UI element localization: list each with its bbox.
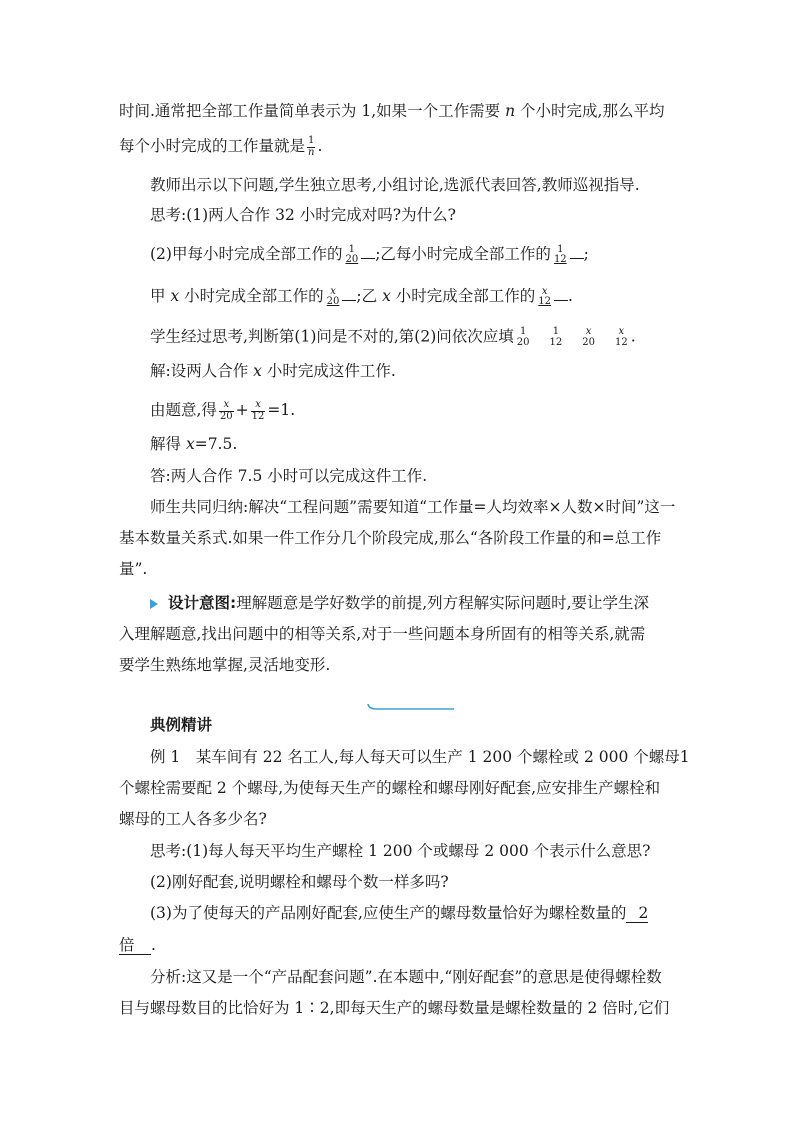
paragraph-line: 学生经过思考,判断第(1)问是不对的,第(2)问依次应填 1 20 1 12 x 20 x 12 . — [150, 326, 636, 348]
fraction: $\frac{x}{20}$ — [219, 399, 233, 422]
text: 每个小时完成的工作量就是 — [119, 137, 306, 155]
paragraph-line — [150, 208, 456, 224]
paragraph-line: 解:设两人合作 x 小时完成这件工作. — [150, 362, 396, 380]
fraction: x 12 — [614, 326, 628, 348]
paragraph-line: 师生共同归纳:解决“工程问题”需要知道“工作量=人均效率×人数×时间”这一 — [150, 498, 676, 516]
paragraph-line: 螺母的工人各多少名? — [119, 810, 267, 828]
paragraph-line: 入理解题意,找出问题中的相等关系,对于一些问题本身所固有的相等关系,就需 — [119, 625, 646, 643]
paragraph-line: 基本数量关系式.如果一件工作分几个阶段完成,那么“各阶段工作量的和=总工作 — [119, 529, 662, 547]
paragraph-line: (2)刚好配套,说明螺栓和螺母个数一样多吗? — [150, 873, 449, 891]
paragraph-line: (2)甲每小时完成全部工作的 1 20 ;乙每小时完成全部工作的 1 12 ; — [150, 243, 589, 265]
fraction: $\frac{x}{12}$ — [251, 399, 265, 422]
fraction: 1 20 — [516, 326, 530, 348]
paragraph-line: 个螺栓需要配 2 个螺母,为使每天生产的螺栓和螺母刚好配套,应安排生产螺栓和 — [119, 779, 661, 797]
subsection-title: 典例精讲 — [150, 716, 213, 734]
paragraph-line — [119, 104, 664, 120]
paragraph-line — [150, 178, 640, 194]
fraction: x 20 — [582, 326, 595, 348]
paragraph-line: 要学生熟练地掌握,灵活地变形. — [119, 656, 331, 674]
paragraph-line: 甲 x 小时完成全部工作的 x 20 ;乙 x 小时完成全部工作的 x 12 . — [150, 285, 573, 307]
variable-n: n — [505, 102, 516, 120]
paragraph-line: 思考:(1)每人每天平均生产螺栓 1 200 个或螺母 2 000 个表示什么意思? — [150, 842, 651, 860]
text: 教师出示以下问题,学生独立思考,小组讨论,选派代表回答,教师巡视指导. — [150, 176, 640, 194]
equation-line: 由题意,得 $\frac{x}{20}$ + $\frac{x}{12}$ =1. — [150, 399, 296, 422]
answer-blank: 2 — [638, 904, 649, 922]
heading-underline-icon — [366, 701, 458, 711]
triangle-marker-icon — [150, 599, 158, 609]
answer-blank: 倍 — [119, 936, 135, 954]
fraction-blank: 1 12 — [553, 243, 567, 265]
fraction-blank: x 20 — [326, 285, 340, 307]
text: 思考:(1)两人合作 32 小时完成对吗?为什么? — [150, 206, 456, 224]
paragraph-line: 答:两人合作 7.5 小时可以完成这件工作. — [150, 467, 428, 485]
fraction: $\frac{1}{n}$ — [308, 135, 315, 158]
paragraph-line: 例 1 某车间有 22 名工人,每人每天可以生产 1 200 个螺栓或 2 000 个螺母1 — [150, 748, 690, 766]
fraction-blank: 1 20 — [345, 243, 359, 265]
text: 时间.通常把全部工作量简单表示为 1,如果一个工作需要 — [119, 102, 501, 120]
paragraph-line: 解得 x=7.5. — [150, 435, 238, 453]
paragraph-line: 每个小时完成的工作量就是 $\frac{1}{n}$ . — [119, 135, 323, 158]
paragraph-line: (3)为了使每天的产品刚好配套,应使生产的螺母数量恰好为螺栓数量的 2 — [150, 904, 649, 922]
design-intent-label: 设计意图: — [168, 594, 237, 612]
paragraph-line: 倍 . — [119, 936, 156, 954]
paragraph-line: 分析:这又是一个“产品配套问题”.在本题中,“刚好配套”的意思是使得螺栓数 — [150, 968, 662, 986]
fraction-blank: x 12 — [538, 285, 551, 307]
paragraph-line: 量”. — [119, 560, 148, 578]
text: 个小时完成,那么平均 — [520, 102, 665, 120]
design-intent-line: 设计意图:理解题意是学好数学的前提,列方程解实际问题时,要让学生深 — [150, 596, 649, 612]
fraction: 1 12 — [549, 326, 563, 348]
paragraph-line: 目与螺母数目的比恰好为 1∶2,即每天生产的螺母数量是螺栓数量的 2 倍时,它们 — [119, 999, 670, 1017]
